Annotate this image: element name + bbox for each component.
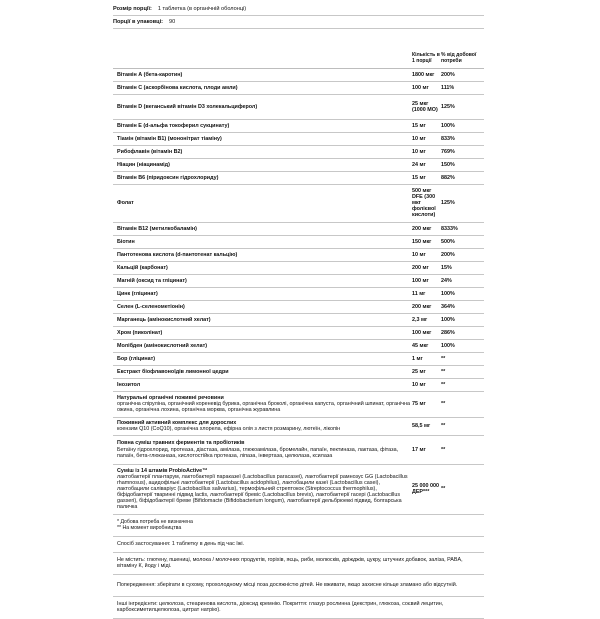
table-row bbox=[113, 95, 484, 120]
nutrient-daily-value: 100% bbox=[441, 342, 455, 349]
nutrient-daily-value: 364% bbox=[441, 303, 455, 310]
nutrient-amount: 1 мг bbox=[412, 355, 423, 362]
table-row bbox=[113, 418, 484, 436]
table-row bbox=[113, 172, 484, 185]
nutrient-name bbox=[113, 85, 412, 91]
footnotes bbox=[113, 515, 484, 537]
nutrient-name bbox=[113, 369, 412, 375]
nutrient-name bbox=[113, 291, 412, 297]
nutrient-name-text: Повна суміш травних ферментів та пробіотиків bbox=[117, 440, 245, 447]
nutrient-name-text: Магній (оксид та гліцинат) bbox=[117, 277, 187, 284]
nutrient-daily-value: 111% bbox=[441, 84, 455, 91]
table-row bbox=[113, 314, 484, 327]
table-header bbox=[113, 29, 484, 69]
nutrient-amount: 45 мкг bbox=[412, 342, 429, 349]
table-row bbox=[113, 465, 484, 515]
nutrient-name-text: Тіамін (вітамін В1) (мононітрат тіаміну) bbox=[117, 135, 222, 142]
nutrient-name bbox=[113, 265, 412, 271]
table-row bbox=[113, 436, 484, 465]
nutrient-amount: 15 мг bbox=[412, 122, 426, 129]
footnote: * Добова потреба не визначена bbox=[117, 518, 193, 525]
table-row bbox=[113, 146, 484, 159]
nutrient-name-text: Суміш із 14 штамів ProbioActive™ bbox=[117, 467, 208, 474]
nutrient-amount: 15 мг bbox=[412, 174, 426, 181]
table-row bbox=[113, 120, 484, 133]
table-row bbox=[113, 249, 484, 262]
nutrient-daily-value: 286% bbox=[441, 329, 455, 336]
nutrient-daily-value: ** bbox=[441, 423, 446, 430]
free-from-paragraph: Не містить: глютену, пшениці, молока / молочних продуктів, горіхів, яєць, риби, молюсків, дріжджів, цукру, штучних добавок, заліза, PABA, вітаміну К, йоду і міді. bbox=[113, 553, 484, 575]
nutrient-daily-value: 150% bbox=[441, 161, 455, 168]
nutrient-amount: 25 мкг (1000 МО) bbox=[412, 100, 438, 113]
header-daily-value: % від добової потреби bbox=[441, 52, 477, 64]
nutrient-daily-value: 24% bbox=[441, 277, 452, 284]
nutrient-amount: 150 мкг bbox=[412, 238, 432, 245]
nutrient-name bbox=[113, 304, 412, 310]
servings-per-pack-row bbox=[113, 16, 484, 29]
nutrient-amount: 200 мкг bbox=[412, 225, 432, 232]
nutrient-amount: 25 000 000 ДЕР*** bbox=[412, 483, 439, 496]
nutrient-table bbox=[113, 69, 484, 515]
nutrient-amount: 11 мг bbox=[412, 290, 426, 297]
nutrient-amount: 10 мг bbox=[412, 135, 426, 142]
nutrient-subtext: коензим Q10 (CoQ10), органічна хлорела, ефірна олія з листя розмарину, лютеїн, лікопін bbox=[117, 426, 341, 433]
nutrient-subtext: Бетаїну гідрохлорид, протеаза, діастаза, амілаза, глюкоамілаза, бромелайн, папаїн, пектиназа, лактаза, фітаза, папаїн, бета-глюканаза, кислотостійка протеаза, ліпаза, інвертаза, целюлаза, ксилаза bbox=[117, 446, 399, 459]
nutrient-daily-value: 769% bbox=[441, 148, 455, 155]
nutrient-amount: 200 мкг bbox=[412, 303, 432, 310]
table-row bbox=[113, 236, 484, 249]
nutrient-daily-value: 100% bbox=[441, 122, 455, 129]
servings-per-pack-value: 90 bbox=[169, 18, 176, 25]
nutrient-name-text: Бор (гліцинат) bbox=[117, 355, 156, 362]
nutrient-amount: 1800 мкг bbox=[412, 71, 435, 78]
nutrient-name bbox=[113, 123, 412, 129]
nutrient-amount: 10 мг bbox=[412, 381, 426, 388]
nutrient-daily-value: 200% bbox=[441, 251, 455, 258]
nutrient-name-text: Рибофлавін (вітамін В2) bbox=[117, 148, 183, 155]
nutrient-name-text: Вітамін Е (d-альфа токоферил сукцинату) bbox=[117, 122, 230, 129]
nutrient-daily-value: 125% bbox=[441, 200, 455, 207]
table-row bbox=[113, 262, 484, 275]
nutrient-daily-value: ** bbox=[441, 381, 446, 388]
header-name-cell bbox=[113, 29, 412, 68]
nutrient-name bbox=[113, 343, 412, 349]
table-row bbox=[113, 379, 484, 392]
nutrient-daily-value: 833% bbox=[441, 135, 455, 142]
nutrient-name bbox=[113, 440, 412, 458]
nutrient-daily-value: ** bbox=[441, 446, 446, 453]
nutrient-amount: 75 мг bbox=[412, 401, 426, 408]
nutrient-name bbox=[113, 239, 412, 245]
nutrient-name-text: Кальцій (карбонат) bbox=[117, 264, 168, 271]
table-row bbox=[113, 223, 484, 236]
nutrient-amount: 100 мг bbox=[412, 84, 429, 91]
footnote: ** На момент виробництва bbox=[117, 524, 182, 531]
nutrient-subtext: лактобактерії плантарум, лактобактерії параказеї (Lactobacillus paracasei), лактобактерії рамнозус GG (Lactobacillus rhamnosus), ацидофільні лактобактерії (Lactobacillus acidophilus), лактобацили казеї (Lactobacillus casei), лактобацили саліваріус (Lactobacillus salivarius), термофільний стрептокок (Streptococcus thermophilus), біфідобактерії тваринні підвид lactis, лактобактерії бревіс (Lactobacillus brevis), лактобактерії гасері (Lactobacillus gasseri), біфідобактерії бреве (Bifidomacte (Bifidobacterium longum), лактобактерії дельбрюеккі підвид, болгарська паличка bbox=[117, 473, 408, 511]
nutrient-amount: 58,5 мг bbox=[412, 423, 431, 430]
table-row bbox=[113, 69, 484, 82]
nutrient-name-text: Поживний активний комплекс для дорослих bbox=[117, 420, 237, 426]
nutrient-amount: 2,3 мг bbox=[412, 316, 428, 323]
nutrient-name-text: Фолат bbox=[117, 200, 134, 207]
nutrient-name bbox=[113, 278, 412, 284]
table-row bbox=[113, 275, 484, 288]
warning-paragraph: Попередження: зберігати в сухому, прохолодному місці поза досяжністю дітей. Не вживати, якщо захисне кільце зламано або відсутній. bbox=[113, 575, 484, 597]
nutrient-daily-value: 200% bbox=[441, 71, 455, 78]
serving-size-value: 1 таблетка (в органічній оболонці) bbox=[157, 5, 247, 12]
serving-size-row bbox=[113, 3, 484, 16]
nutrient-amount: 24 мг bbox=[412, 161, 426, 168]
other-ingredients-paragraph: Інші інгредієнти: целюлоза, стеаринова кислота, діоксид кремнію. Покриття: глазур рослинна (декстрин, глюкоза, соєвий лецитин, карбоксиметилцелюлоза, цитрат натрію). bbox=[113, 597, 484, 619]
nutrient-name-text: Біотин bbox=[117, 238, 135, 245]
serving-size-label: Розмір порції: bbox=[113, 5, 152, 12]
nutrient-amount: 17 мг bbox=[412, 446, 426, 453]
nutrient-daily-value: 15% bbox=[441, 264, 452, 271]
nutrient-amount: 100 мг bbox=[412, 277, 429, 284]
nutrient-name-text: Натуральні органічні поживні речовини bbox=[117, 394, 224, 401]
table-row bbox=[113, 288, 484, 301]
nutrient-amount: 200 мг bbox=[412, 264, 429, 271]
nutrient-amount: 500 мкг DFE (300 мкг фолієвої кислоти) bbox=[412, 187, 436, 219]
nutrient-name bbox=[113, 162, 412, 168]
nutrient-name bbox=[113, 149, 412, 155]
nutrient-name-text: Ніацин (ніацинамід) bbox=[117, 161, 170, 168]
nutrient-name-text: Інозитол bbox=[117, 381, 141, 388]
nutrient-name-text: Пантотенова кислота (d-пантотенат кальцію) bbox=[117, 251, 238, 258]
nutrient-amount: 25 мг bbox=[412, 368, 426, 375]
nutrient-name-text: Молібден (амінокислотний хелат) bbox=[117, 342, 208, 349]
nutrient-name bbox=[113, 200, 412, 206]
table-row bbox=[113, 185, 484, 223]
nutrient-name bbox=[113, 420, 412, 432]
nutrient-name-text: Вітамін А (бета-каротин) bbox=[117, 71, 183, 78]
nutrient-name bbox=[113, 104, 412, 110]
servings-per-pack-label: Порції в упаковці: bbox=[113, 18, 164, 25]
table-row bbox=[113, 340, 484, 353]
nutrient-daily-value: ** bbox=[441, 368, 446, 375]
table-row bbox=[113, 366, 484, 379]
nutrient-name bbox=[113, 72, 412, 78]
table-row bbox=[113, 392, 484, 418]
table-row bbox=[113, 301, 484, 314]
nutrient-daily-value: 100% bbox=[441, 290, 455, 297]
nutrient-amount: 10 мг bbox=[412, 251, 426, 258]
nutrient-name-text: Цинк (гліцинат) bbox=[117, 290, 158, 297]
supplement-facts-panel bbox=[113, 3, 484, 619]
table-row bbox=[113, 82, 484, 95]
usage-paragraph: Спосіб застосування: 1 таблетку в день під час їжі. bbox=[113, 537, 484, 553]
nutrient-name bbox=[113, 382, 412, 388]
table-row bbox=[113, 159, 484, 172]
nutrient-name-text: Екстракт біофлавоноїдів лимонної цедри bbox=[117, 368, 229, 375]
nutrient-name-text: Вітамін В12 (метилкобаламін) bbox=[117, 225, 197, 232]
nutrient-amount: 10 мг bbox=[412, 148, 426, 155]
nutrient-name-text: Марганець (амінокислотний хелат) bbox=[117, 316, 211, 323]
nutrient-name bbox=[113, 175, 412, 181]
nutrient-daily-value: 882% bbox=[441, 174, 455, 181]
nutrient-name-text: Вітамін С (аскорбінова кислота, плоди амли) bbox=[117, 84, 238, 91]
nutrient-daily-value: ** bbox=[441, 401, 446, 408]
nutrient-name-text: Вітамін В6 (піридоксин гідрохлориду) bbox=[117, 174, 219, 181]
table-row bbox=[113, 353, 484, 366]
nutrient-daily-value: 100% bbox=[441, 316, 455, 323]
nutrient-amount: 100 мкг bbox=[412, 329, 432, 336]
nutrient-name bbox=[113, 136, 412, 142]
nutrient-name-text: Хром (пиколінат) bbox=[117, 329, 163, 336]
nutrient-daily-value: ** bbox=[441, 355, 446, 362]
nutrient-daily-value: 125% bbox=[441, 103, 455, 110]
header-amount: Кількість в 1 порції bbox=[412, 52, 440, 64]
nutrient-name bbox=[113, 356, 412, 362]
nutrient-daily-value: ** bbox=[441, 486, 446, 493]
nutrient-subtext: органічна спіруліна, органічний кореневід бурика, органічна броколі, органічна капуста, органічний шпинат, органічна ожина, органічна лохина, органічна морква, органічна журавлина bbox=[117, 401, 410, 414]
nutrient-name bbox=[113, 226, 412, 232]
nutrient-name bbox=[113, 330, 412, 336]
nutrient-name bbox=[113, 395, 412, 413]
nutrient-daily-value: 500% bbox=[441, 238, 455, 245]
nutrient-daily-value: 8333% bbox=[441, 225, 458, 232]
nutrient-name bbox=[113, 317, 412, 323]
nutrient-name bbox=[113, 252, 412, 258]
table-row bbox=[113, 133, 484, 146]
nutrient-name-text: Вітамін D (веганський вітамін D3 холекальциферол) bbox=[117, 103, 258, 110]
nutrient-name bbox=[113, 468, 412, 511]
nutrient-name-text: Селен (L-селенометіонін) bbox=[117, 303, 185, 310]
table-row bbox=[113, 327, 484, 340]
